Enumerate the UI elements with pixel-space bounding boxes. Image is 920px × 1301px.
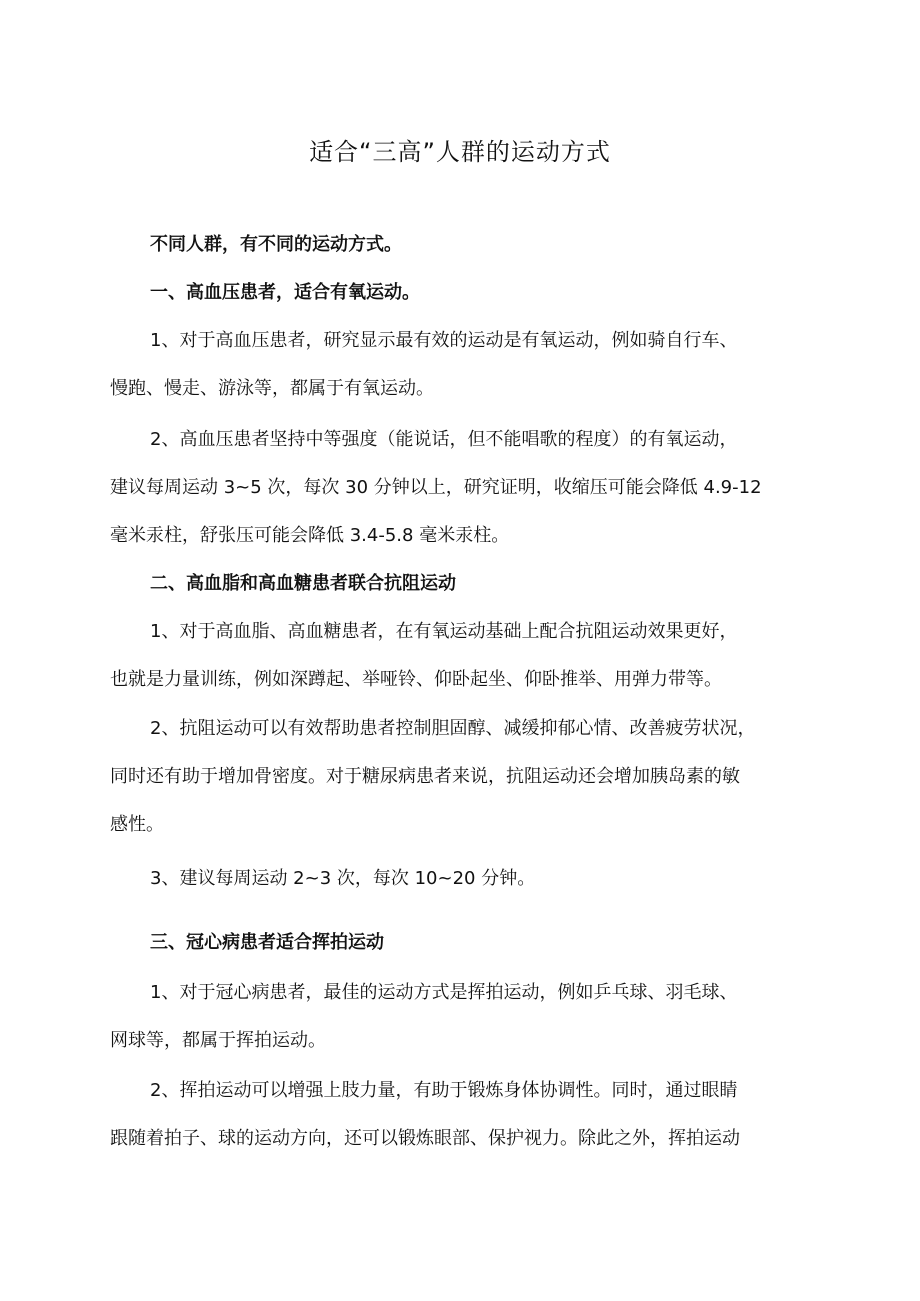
section-1-heading: 一、高血压患者，适合有氧运动。 [150,282,420,303]
section-1-paragraph-2-line-2: 建议每周运动 3~5 次，每次 30 分钟以上，研究证明，收缩压可能会降低 4.9-12 [110,477,762,498]
section-1-paragraph-2-line-3: 毫米汞柱，舒张压可能会降低 3.4-5.8 毫米汞柱。 [110,525,510,546]
section-3-paragraph-2-line-1: 2、挥拍运动可以增强上肢力量，有助于锻炼身体协调性。同时，通过眼睛 [150,1080,738,1101]
section-3-paragraph-1-line-1: 1、对于冠心病患者，最佳的运动方式是挥拍运动，例如乒乓球、羽毛球、 [150,982,738,1003]
section-1-paragraph-2-line-1: 2、高血压患者坚持中等强度（能说话，但不能唱歌的程度）的有氧运动， [150,429,738,450]
section-2-paragraph-1-line-2: 也就是力量训练，例如深蹲起、举哑铃、仰卧起坐、仰卧推举、用弹力带等。 [110,669,722,690]
section-3-paragraph-2-line-2: 跟随着拍子、球的运动方向，还可以锻炼眼部、保护视力。除此之外，挥拍运动 [110,1128,740,1149]
section-1-paragraph-1-line-2: 慢跑、慢走、游泳等，都属于有氧运动。 [110,378,434,399]
intro-text: 不同人群，有不同的运动方式。 [150,234,402,255]
document-title: 适合“三高”人群的运动方式 [309,138,611,166]
section-2-paragraph-3-line-1: 3、建议每周运动 2~3 次，每次 10~20 分钟。 [150,868,536,889]
section-2-heading: 二、高血脂和高血糖患者联合抗阻运动 [150,573,456,594]
section-2-paragraph-2-line-1: 2、抗阻运动可以有效帮助患者控制胆固醇、减缓抑郁心情、改善疲劳状况， [150,718,756,739]
section-2-paragraph-2-line-2: 同时还有助于增加骨密度。对于糖尿病患者来说，抗阻运动还会增加胰岛素的敏 [110,766,740,787]
section-1-paragraph-1-line-1: 1、对于高血压患者，研究显示最有效的运动是有氧运动，例如骑自行车、 [150,330,738,351]
section-3-heading: 三、冠心病患者适合挥拍运动 [150,932,384,953]
section-2-paragraph-1-line-1: 1、对于高血脂、高血糖患者，在有氧运动基础上配合抗阻运动效果更好， [150,621,738,642]
section-2-paragraph-2-line-3: 感性。 [110,814,164,835]
section-3-paragraph-1-line-2: 网球等，都属于挥拍运动。 [110,1030,326,1051]
